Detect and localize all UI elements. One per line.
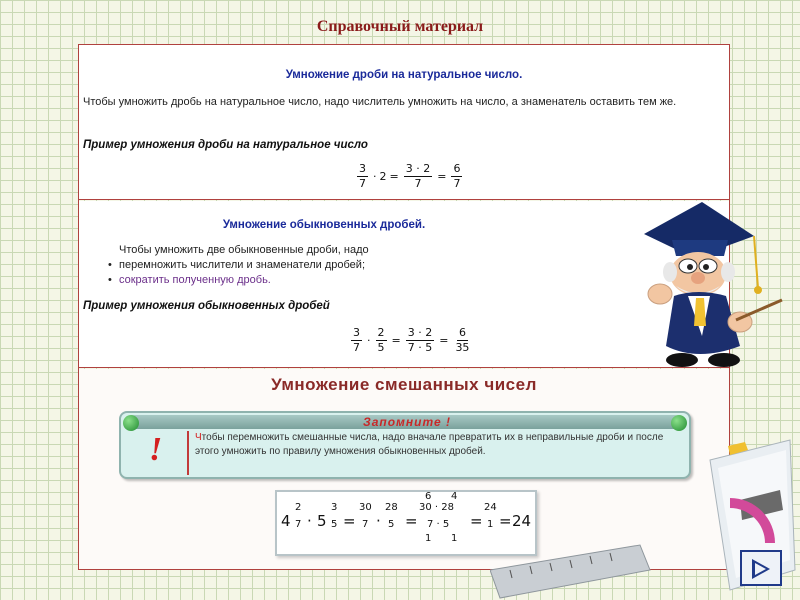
remember-text-body: тобы перемножить смешанные числа, надо вначале превратить их в неправильные дроби и после этого умножить по правилу умножения обыкновенных дробей. bbox=[195, 432, 664, 457]
fraction-numerator: 30 bbox=[359, 502, 372, 513]
bullet-text: сократить полученную дробь. bbox=[119, 274, 271, 286]
cancel-below: 1 bbox=[425, 533, 432, 544]
section-common-fractions bbox=[79, 201, 729, 368]
fraction-denominator: 7 · 5 bbox=[427, 519, 450, 530]
multiply-sign: · bbox=[367, 334, 371, 347]
face-icon bbox=[663, 252, 735, 296]
natural-number: 2 bbox=[379, 170, 387, 183]
section1-example-title: Пример умножения дроби на натуральное число bbox=[83, 139, 368, 151]
body-icon bbox=[648, 284, 782, 367]
fraction-numerator: 6 bbox=[453, 162, 461, 175]
fraction-denominator: 35 bbox=[455, 341, 470, 354]
section2-formula bbox=[349, 327, 473, 354]
remember-title: Запомните ! bbox=[362, 415, 451, 429]
fraction-numerator: 2 bbox=[295, 502, 302, 513]
exclamation-icon: ! bbox=[149, 431, 163, 468]
cancel-below: 1 bbox=[451, 533, 458, 544]
fraction-denominator: 7 bbox=[414, 177, 422, 190]
fraction-denominator: 1 bbox=[487, 519, 494, 530]
fraction-numerator: 3 · 2 bbox=[405, 162, 431, 175]
whole-part: 5 bbox=[317, 512, 327, 530]
fraction-numerator: 30 · 28 bbox=[419, 502, 454, 513]
cancel-above: 4 bbox=[451, 491, 458, 502]
section1-heading: Умножение дроби на натуральное число. bbox=[285, 69, 523, 81]
fraction-numerator: 6 bbox=[458, 326, 466, 339]
fraction-denominator: 7 bbox=[295, 519, 302, 530]
equals-sign: = bbox=[343, 512, 356, 530]
equals-sign: = bbox=[389, 170, 399, 183]
section-fraction-times-natural bbox=[79, 45, 729, 200]
equals-sign: = bbox=[439, 334, 449, 347]
bullet-text: перемножить числители и знаменатели дробей; bbox=[119, 259, 365, 271]
cancel-above: 6 bbox=[425, 491, 432, 502]
divider bbox=[187, 431, 189, 475]
slide-title: Справочный материал bbox=[316, 18, 484, 35]
whole-part: 4 bbox=[281, 512, 291, 530]
fraction-numerator: 3 bbox=[331, 502, 338, 513]
result-value: 24 bbox=[512, 512, 532, 530]
ruler-icon bbox=[490, 545, 650, 598]
section2-example-title: Пример умножения обыкновенных дробей bbox=[83, 300, 330, 312]
fraction-denominator: 7 bbox=[359, 177, 366, 190]
multiply-sign: · bbox=[373, 170, 377, 183]
professor-mascot bbox=[636, 196, 786, 376]
equals-sign: = bbox=[391, 334, 401, 347]
section1-rule: Чтобы умножить дробь на натуральное число, надо числитель умножить на число, а знаменатель оставить тем же. bbox=[83, 96, 677, 108]
multiply-sign: · bbox=[307, 512, 312, 530]
fraction-denominator: 5 bbox=[331, 519, 338, 530]
fraction-denominator: 5 bbox=[377, 341, 385, 354]
bullet-icon: • bbox=[108, 274, 112, 286]
section2-intro: Чтобы умножить две обыкновенные дроби, надо bbox=[119, 244, 369, 256]
fraction-numerator: 3 bbox=[353, 326, 360, 339]
fraction-numerator: 2 bbox=[377, 326, 385, 339]
fraction-denominator: 7 bbox=[362, 519, 369, 530]
equals-sign: = bbox=[405, 512, 418, 530]
fraction-numerator: 28 bbox=[385, 502, 398, 513]
fraction-denominator: 7 bbox=[353, 341, 360, 354]
fraction-denominator: 7 bbox=[453, 177, 461, 190]
bullet-icon: • bbox=[108, 259, 112, 271]
remember-text-initial: Ч bbox=[195, 432, 202, 443]
list-item bbox=[108, 258, 519, 273]
fraction-denominator: 5 bbox=[388, 519, 395, 530]
multiply-sign: · bbox=[376, 512, 381, 530]
equals-sign: = bbox=[437, 170, 447, 183]
fraction-numerator: 24 bbox=[484, 502, 497, 513]
fraction-denominator: 7 · 5 bbox=[407, 341, 433, 354]
section1-formula bbox=[355, 163, 464, 190]
fraction-numerator: 3 · 2 bbox=[407, 326, 433, 339]
list-item bbox=[108, 273, 519, 288]
section3-heading: Умножение смешанных чисел bbox=[271, 375, 537, 394]
section2-bullet-list bbox=[108, 258, 519, 288]
section2-heading: Умножение обыкновенных дробей. bbox=[222, 219, 426, 231]
equals-sign: = bbox=[470, 512, 483, 530]
next-slide-button[interactable] bbox=[740, 550, 782, 586]
equals-sign: = bbox=[499, 512, 512, 530]
fraction-numerator: 3 bbox=[359, 162, 366, 175]
